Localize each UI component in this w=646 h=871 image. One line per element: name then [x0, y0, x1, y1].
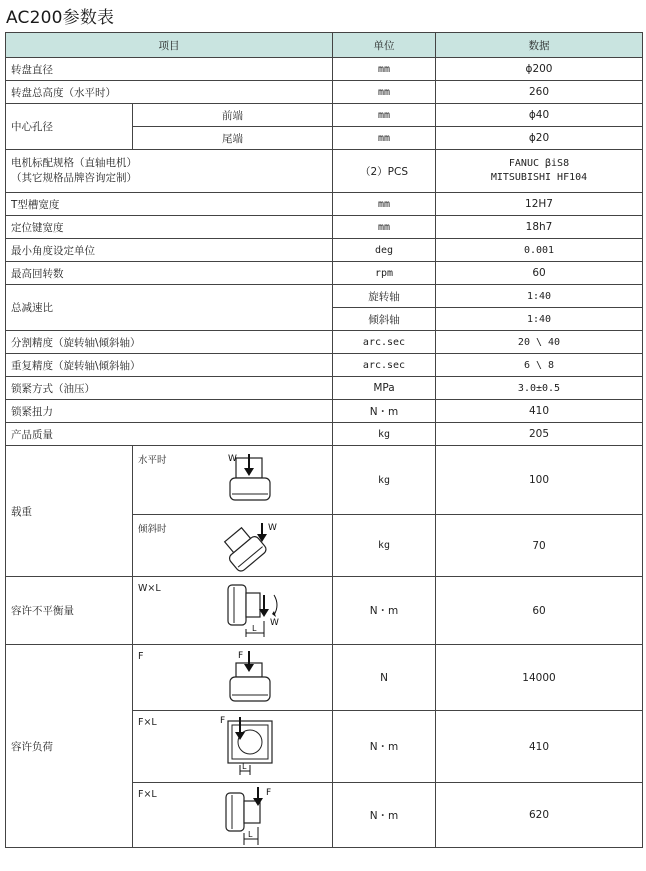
row-value: 410: [436, 711, 643, 783]
row-label: 转盘直径: [6, 58, 333, 81]
row-sublabel: F×L: [138, 789, 157, 800]
radial-load-diagram: [218, 787, 288, 847]
table-row: [6, 262, 643, 285]
row-value: ϕ40: [436, 104, 643, 127]
row-sublabel: F: [138, 651, 144, 662]
row-sublabel: 水平时: [138, 455, 167, 466]
row-unit: mm: [333, 216, 436, 239]
row-unit: N・m: [333, 400, 436, 423]
load-tilted-cell: [133, 515, 333, 577]
force-label: F: [238, 651, 244, 661]
row-value: 14000: [436, 645, 643, 711]
unbalance-diagram: [218, 581, 298, 643]
load-horizontal-cell: [133, 446, 333, 515]
row-unit: rpm: [333, 262, 436, 285]
row-value: 0.001: [436, 239, 643, 262]
row-value: 6 \ 8: [436, 354, 643, 377]
allow-axial-cell: [133, 645, 333, 711]
row-unit: mm: [333, 127, 436, 150]
axial-load-diagram: [218, 649, 282, 709]
row-value: 1:40: [436, 308, 643, 331]
row-label: 分割精度（旋转轴\倾斜轴）: [6, 331, 333, 354]
force-label: F: [266, 788, 272, 798]
row-unit: （2）PCS: [333, 150, 436, 193]
table-row: [6, 354, 643, 377]
row-unit: kg: [333, 446, 436, 515]
length-label: L: [248, 830, 253, 839]
motor-label-line1: 电机标配规格（直轴电机）: [11, 157, 137, 169]
allow-radial-cell: [133, 783, 333, 848]
row-unit: mm: [333, 81, 436, 104]
row-unit: arc.sec: [333, 331, 436, 354]
table-row: [6, 446, 643, 515]
table-row: [6, 577, 643, 645]
table-row: [6, 423, 643, 446]
table-row: [6, 104, 643, 127]
row-value: 60: [436, 262, 643, 285]
row-label: 锁紧方式（油压）: [6, 377, 333, 400]
motor-value-line1: FANUC βiS8: [508, 158, 570, 169]
table-row: [6, 58, 643, 81]
spec-table: [5, 32, 643, 848]
row-unit: deg: [333, 239, 436, 262]
row-value: ϕ20: [436, 127, 643, 150]
table-row: [6, 645, 643, 711]
table-row: [6, 331, 643, 354]
row-value: 620: [436, 783, 643, 848]
motor-label-line2: （其它规格品牌咨询定制）: [11, 172, 137, 184]
force-label: F: [220, 716, 226, 726]
header-data: 数据: [436, 33, 643, 58]
row-label: 重复精度（旋转轴\倾斜轴）: [6, 354, 333, 377]
row-unit: N・m: [333, 711, 436, 783]
row-label: 容许不平衡量: [6, 577, 133, 645]
row-unit: mm: [333, 193, 436, 216]
row-unit: N・m: [333, 577, 436, 645]
row-unit: mm: [333, 58, 436, 81]
row-sublabel: W×L: [138, 583, 161, 594]
table-row: [6, 285, 643, 308]
load-horizontal-diagram: [218, 450, 282, 510]
length-label: L: [242, 762, 247, 771]
row-unit: kg: [333, 515, 436, 577]
row-label: 总减速比: [6, 285, 333, 331]
page-title: AC200参数表: [6, 8, 115, 28]
row-value: 70: [436, 515, 643, 577]
row-sublabel: 尾端: [133, 127, 333, 150]
table-row: [6, 239, 643, 262]
row-value: 12H7: [436, 193, 643, 216]
row-label: 中心孔径: [6, 104, 133, 150]
row-label: 锁紧扭力: [6, 400, 333, 423]
table-row: [6, 216, 643, 239]
row-value: 18h7: [436, 216, 643, 239]
table-row: [6, 400, 643, 423]
length-label: L: [252, 624, 257, 633]
row-sublabel: 倾斜时: [138, 524, 167, 535]
row-sublabel: 倾斜轴: [333, 308, 436, 331]
weight-label: W: [228, 454, 237, 464]
row-label: 产品质量: [6, 423, 333, 446]
row-value: 260: [436, 81, 643, 104]
header-row: [6, 33, 643, 58]
row-value: 20 \ 40: [436, 331, 643, 354]
load-tilted-diagram: [218, 519, 282, 575]
row-sublabel: 旋转轴: [333, 285, 436, 308]
row-label: T型槽宽度: [6, 193, 333, 216]
unbalance-cell: [133, 577, 333, 645]
row-value: 1:40: [436, 285, 643, 308]
row-sublabel: 前端: [133, 104, 333, 127]
table-row: [6, 193, 643, 216]
row-value: 100: [436, 446, 643, 515]
row-unit: arc.sec: [333, 354, 436, 377]
row-value: 60: [436, 577, 643, 645]
header-item: 项目: [6, 33, 333, 58]
row-value: 205: [436, 423, 643, 446]
weight-label: W: [270, 618, 279, 628]
row-value: 410: [436, 400, 643, 423]
table-row: [6, 150, 643, 193]
row-unit: mm: [333, 104, 436, 127]
row-value: 3.0±0.5: [436, 377, 643, 400]
row-label: 载重: [6, 446, 133, 577]
row-label: [6, 150, 333, 193]
row-sublabel: F×L: [138, 717, 157, 728]
row-label: 定位键宽度: [6, 216, 333, 239]
weight-label: W: [268, 523, 277, 533]
moment-load-diagram: [218, 715, 282, 779]
table-row: [6, 377, 643, 400]
row-unit: N: [333, 645, 436, 711]
row-label: 容许负荷: [6, 645, 133, 848]
row-unit: MPa: [333, 377, 436, 400]
row-label: 最高回转数: [6, 262, 333, 285]
motor-value-line2: MITSUBISHI HF104: [490, 172, 588, 183]
row-unit: kg: [333, 423, 436, 446]
table-row: [6, 81, 643, 104]
row-unit: N・m: [333, 783, 436, 848]
allow-moment-cell: [133, 711, 333, 783]
row-value: [436, 150, 643, 193]
row-value: ϕ200: [436, 58, 643, 81]
header-unit: 单位: [333, 33, 436, 58]
row-label: 最小角度设定单位: [6, 239, 333, 262]
row-label: 转盘总高度（水平时）: [6, 81, 333, 104]
